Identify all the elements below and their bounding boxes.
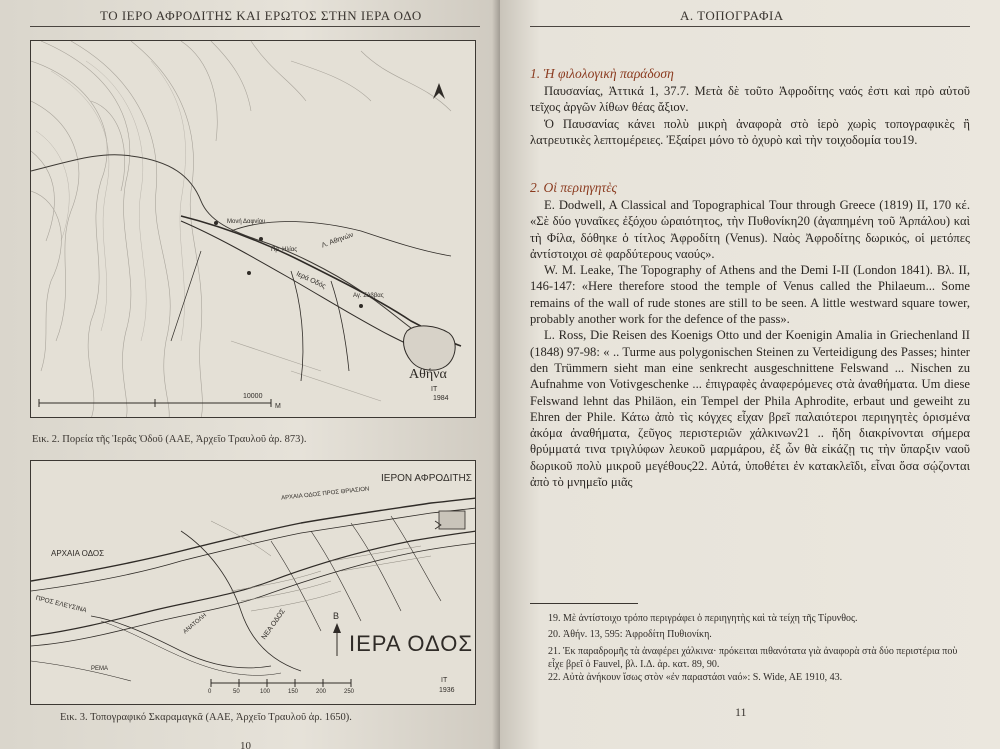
ross-entry: L. Ross, Die Reisen des Koenigs Otto und der Koenigin Amalia in Griechenland II (1848) 97-98: « .. Turme aus polygonischen Steinen zu Verteidigung des Passes; hinter den Trümmern sieht man eine senkrecht ausgeschnittene Felswand ... Nischen zu Aufnahme von Votivgeschenke ... ἐπιγραφὲς ἀναφερόμενες στὰ ἀναθήματα. Um diese Felswand lehnt das Philäon, ein Tempel der Phila Aphrodite, erbaut und geweiht zu Ehren der Phile. Κάτω ἀπὸ τὶς κόγχες εἶχαν βρεῖ παλαιότεροι περιηγητὲς ὁρισμένα ἀκόμα ἀναθήματα, ζεῦγος περιστεριῶν χάλκινων21 .. ἤδη διακρίνονται σήμερα θρύμματά τινα τριγλύφων λευκοῦ μαρμάρου, ἐξ ὧν θὰ εἰκάζῃ τις τὴν ὕπαρξιν ναοῦ δωρικοῦ πολὺ μικροῦ μεγέθους22. Αὐτά, ὑποθέτει ἐν κατακλεῖδι, εἶναι ὅσα σῴζονται ἀπὸ τὸ μνημεῖο μιᾶς (530, 328, 970, 490)
label-moni-dafniou: Μονή Δαφνίου (227, 219, 266, 225)
label-nea-odos: ΝΕΑ ΟΔΟΣ (260, 607, 287, 642)
label-ieron-afroditis: ΙΕΡΟΝ ΑΦΡΟΔΙΤΗΣ (381, 473, 472, 484)
scale-tick-0: 0 (208, 689, 212, 695)
dodwell-entry: E. Dodwell, A Classical and Topographical Tour through Greece (1819) II, 170 κέ. «Σὲ δύο γυναῖκες ἐξόχου ὡραιότητος, τὴν Πυθονίκη20 (ἀγαπημένη τοῦ Ἀρπάλου) καὶ τὴ Φίλα, δόθηκε ὁ τίτλος Ἀφροδίτη (Venus). Ναὸς Ἀφροδίτης δωρικός, οἱ μετόπες ἀντίστοιχοι σὲ φαρδύτερους ναούς». (530, 198, 970, 261)
label-rema: ΡΕΜΑ (91, 666, 109, 672)
right-page-number: 11 (735, 705, 747, 719)
section-2-body (530, 197, 970, 490)
footnote-rule (530, 603, 638, 604)
footnote-21: 21. Ἐκ παραδρομῆς τὰ ἀναφέρει χάλκινα· πρόκειται πιθανότατα γιὰ ἀναφορὰ στὰ δύο περιστέρια ποὺ εἶχε βρεῖ ὁ Fauvel, βλ. Ι.Δ. ἀρ. κατ. 89, 90. (548, 646, 958, 670)
figure-route-map (30, 40, 476, 418)
scale-tick-150: 150 (288, 689, 299, 695)
label-anatoli: ΑΝΑΤΟΛΗ (182, 612, 208, 636)
scale-tick-100: 100 (260, 689, 271, 695)
figure-2-caption: Εικ. 2. Πορεία τῆς Ἱερᾶς Ὁδοῦ (ΑΑΕ, Ἀρχεῖο Τραυλοῦ ἀρ. 873). (32, 434, 307, 445)
label-north-arrow: Β (333, 611, 340, 621)
label-scale-value: 10000 (243, 393, 263, 400)
footnote-19: 19. Μὲ ἀντίστοιχο τρόπο περιγράφει ὁ περιηγητὴς καὶ τὰ τείχη τῆς Τίρυνθος. (548, 613, 858, 624)
label-year: 1984 (433, 395, 449, 402)
footnote-20: 20. Ἀθήν. 13, 595: Ἀφροδίτη Πυθιονίκη. (548, 629, 712, 640)
plan-initials: ΙΤ (441, 677, 448, 684)
section-1-heading: 1. Ἡ φιλολογικὴ παράδοση (530, 66, 674, 81)
scale-tick-50: 50 (233, 689, 240, 695)
route-map-drawing (31, 41, 476, 418)
right-running-head: Α. ΤΟΠΟΓΡΑΦΙΑ (680, 8, 784, 23)
left-head-rule (30, 26, 480, 27)
label-athina: Αθήνα (409, 367, 447, 382)
pausanias-quote: Παυσανίας, Ἀττικά 1, 37.7. Μετὰ δὲ τοῦτο Ἀφροδίτης ναός ἐστι καὶ πρὸ αὐτοῦ τεῖχος ἀργῶν λίθων θέας ἄξιον. (530, 84, 970, 115)
pausanias-comment: Ὁ Παυσανίας κάνει πολὺ μικρὴ ἀναφορὰ στὸ ἱερὸ χωρὶς τοπογραφικὲς ἢ λατρευτικὲς λεπτομέρειες. Ἐξαίρει μόνο τὸ ὀχυρὸ καὶ τὴν τοιχοδομία του19. (530, 116, 970, 147)
label-ag-savvas: Αγ. Σάββας (353, 293, 384, 299)
footnote-22: 22. Αὐτὰ ἀνήκουν ἴσως στὸν «ἐν παραστάσι ναό»: S. Wide, AE 1910, 43. (548, 672, 843, 683)
plan-title: ΙΕΡΑ ΟΔΟΣ (349, 631, 473, 656)
label-initials: ΙΤ (431, 386, 438, 393)
label-leof-athinon: Λ. Αθηνών (320, 231, 355, 250)
right-head-rule (530, 26, 970, 27)
label-iera-odos: Ιερά Οδός (295, 270, 327, 291)
label-scale-unit: Μ (275, 403, 281, 410)
scale-tick-200: 200 (316, 689, 327, 695)
figure-3-caption: Εικ. 3. Τοπογραφικό Σκαραμαγκᾶ (ΑΑΕ, Ἀρχεῖο Τραυλοῦ ἀρ. 1650). (60, 712, 352, 723)
section-2-heading: 2. Οἱ περιηγητὲς (530, 180, 618, 195)
label-archaia-odos-pros-thriasion: ΑΡΧΑΙΑ ΟΔΟΣ ΠΡΟΣ ΘΡΙΑΣΙΟΝ (280, 486, 370, 502)
label-ag-ilias: Πρ. Ηλίας (271, 247, 298, 253)
figure-topographic-plan (30, 460, 476, 705)
scale-tick-250: 250 (344, 689, 355, 695)
label-archaia-odos: ΑΡΧΑΙΑ ΟΔΟΣ (51, 549, 105, 558)
left-running-head: ΤΟ ΙΕΡΟ ΑΦΡΟΔΙΤΗΣ ΚΑΙ ΕΡΩΤΟΣ ΣΤΗΝ ΙΕΡΑ ΟΔΟ (100, 8, 422, 23)
plan-year: 1936 (439, 687, 455, 694)
label-pros-elefsina: ΠΡΟΣ ΕΛΕΥΣΙΝΑ (34, 594, 88, 615)
leake-entry: W. M. Leake, The Topography of Athens and the Demi I-II (London 1841). Βλ. II, 146-147: «Here therefore stood the temple of Venus called the Philaeum... Some remains of the wall of rude stones are still to be seen. A little westward square tower, probably another work for the defence of the pass». (530, 263, 970, 327)
section-1-body (530, 83, 970, 148)
left-page-number: 10 (240, 740, 251, 749)
